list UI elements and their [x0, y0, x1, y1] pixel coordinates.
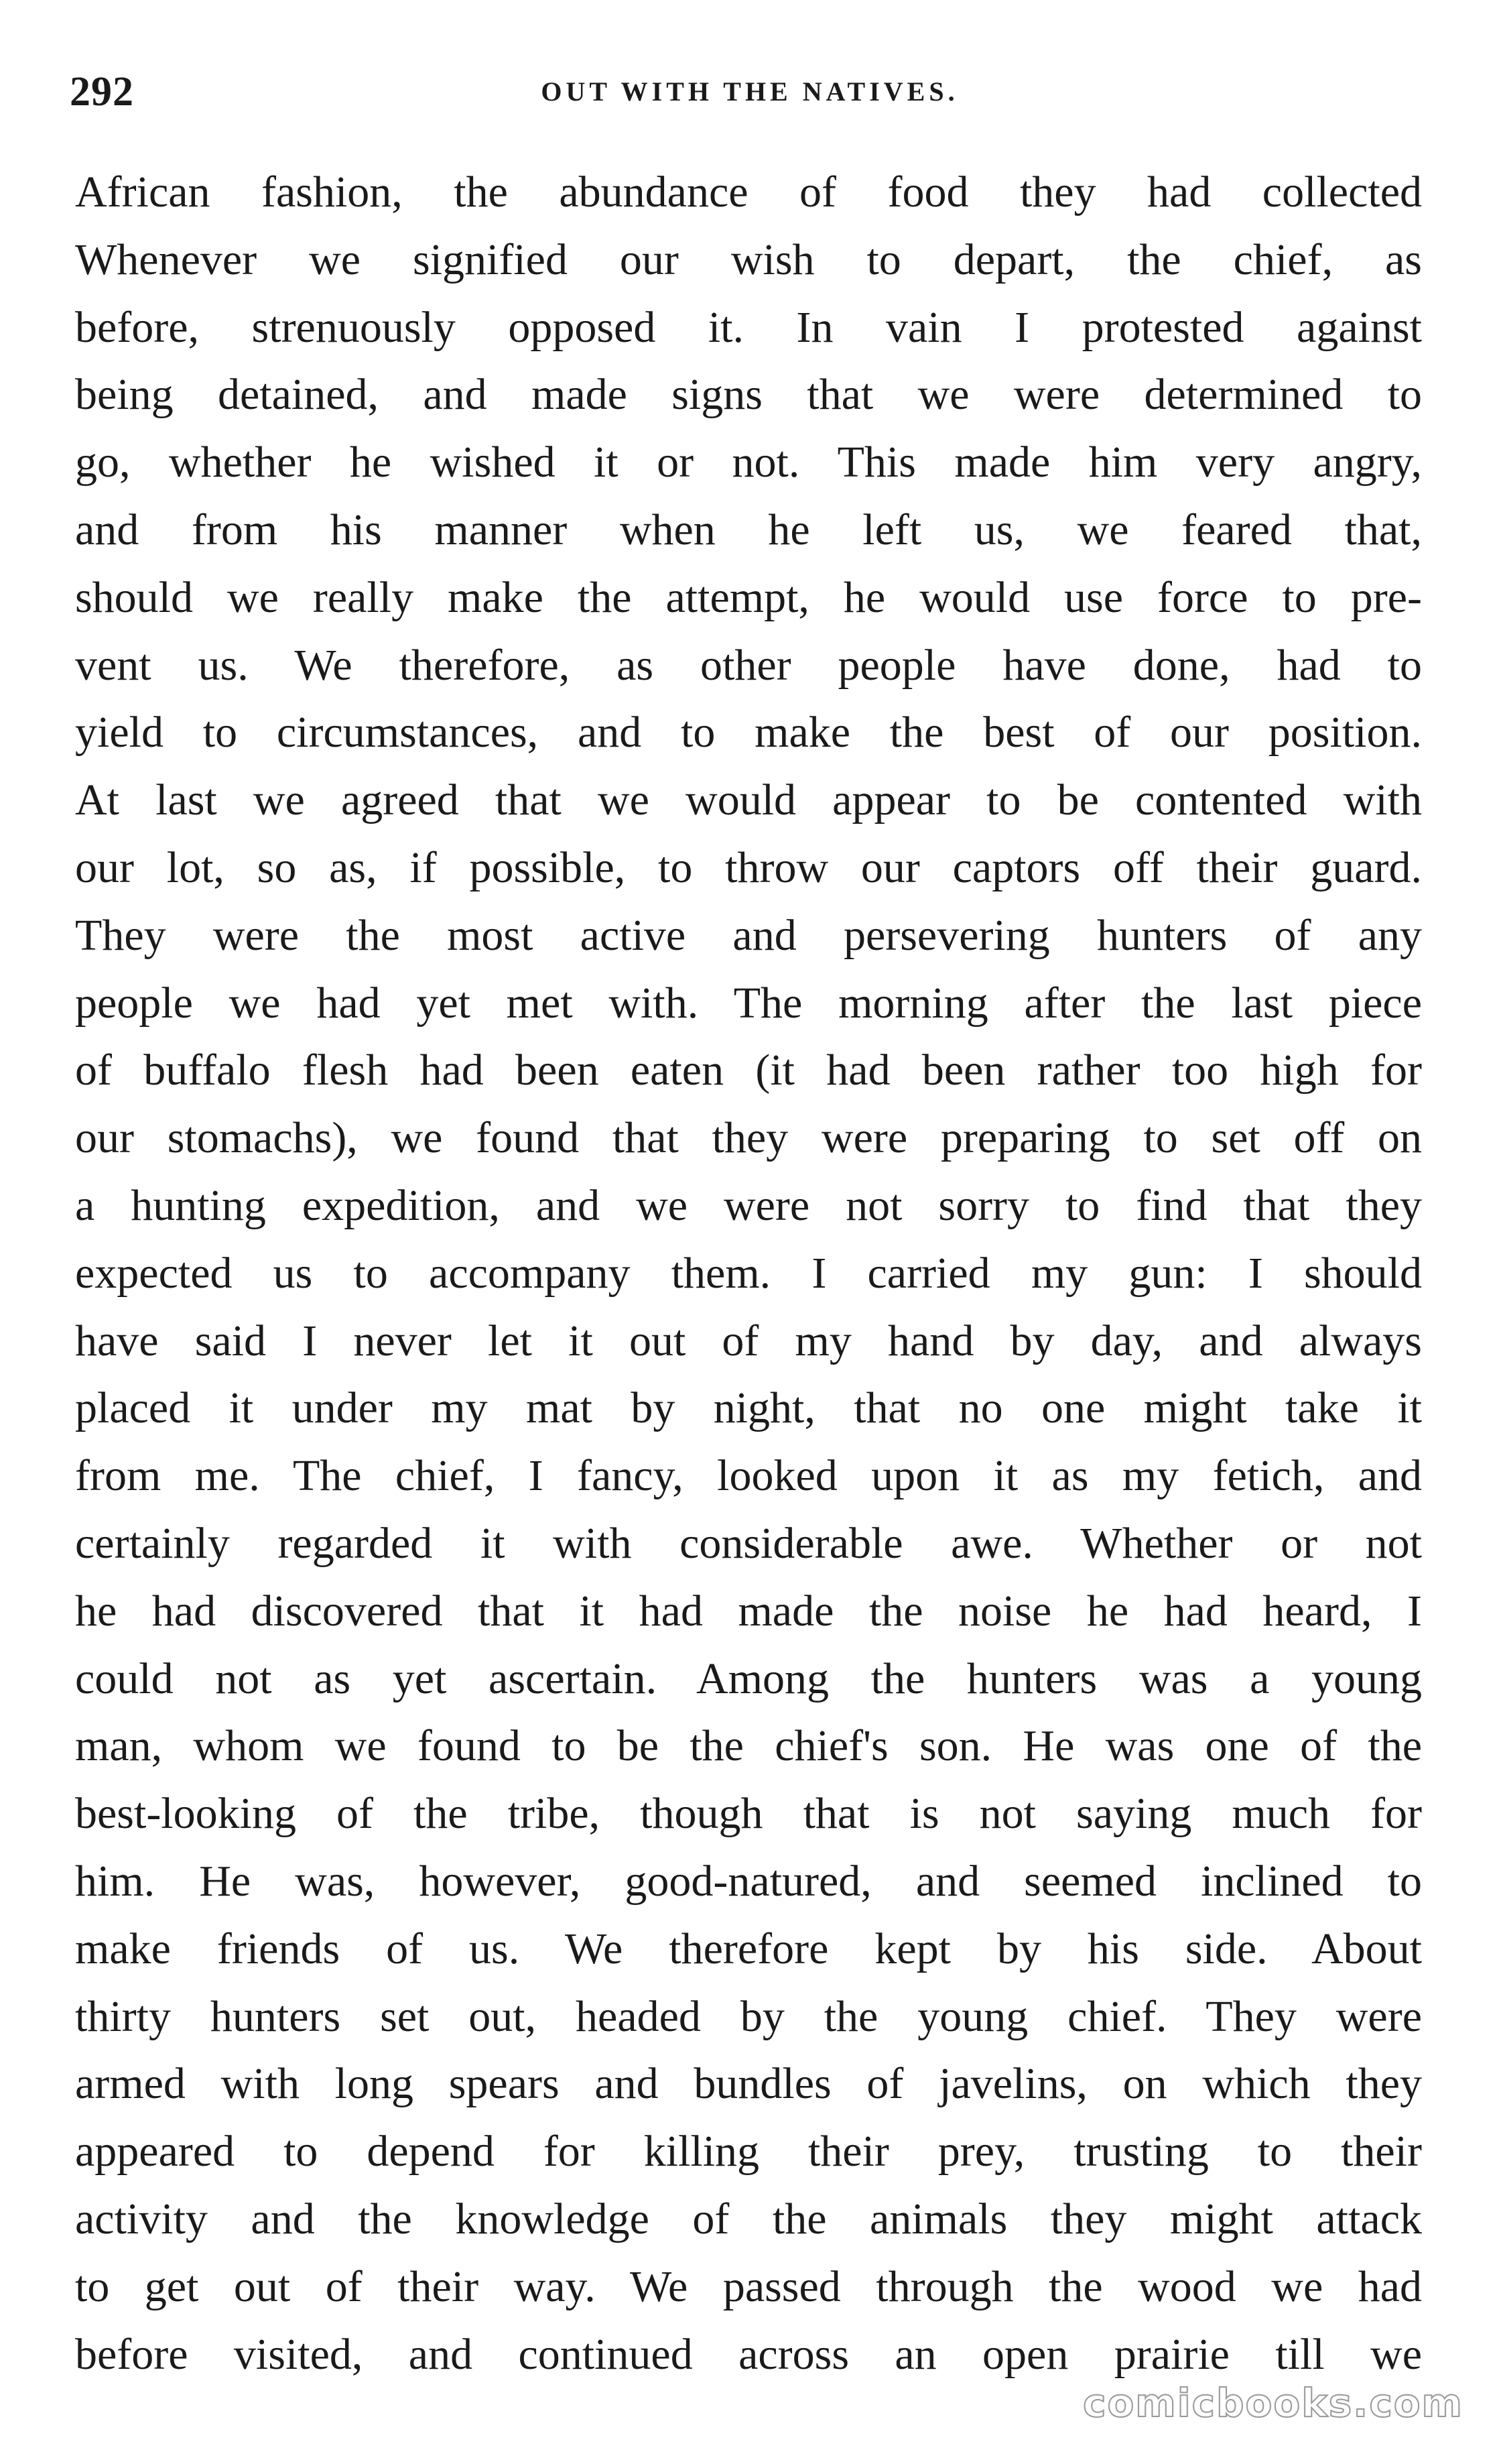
text-line: armed with long spears and bundles of javelins, on which they: [75, 2059, 1422, 2109]
text-line: Whenever we signified our wish to depart, the chief, as: [75, 235, 1422, 284]
text-line: from me. The chief, I fancy, looked upon it as my fetich, and: [75, 1451, 1422, 1501]
page-header: [70, 62, 1430, 122]
text-line: At last we agreed that we would appear to be contented with: [75, 776, 1422, 825]
text-line: man, whom we found to be the chief's son. He was one of the: [75, 1721, 1422, 1771]
text-line: he had discovered that it had made the noise he had heard, I: [75, 1586, 1422, 1636]
text-line: a hunting expedition, and we were not sorry to find that they: [75, 1180, 1422, 1230]
text-line: They were the most active and persevering hunters of any: [75, 910, 1422, 960]
text-line: people we had yet met with. The morning after the last piece: [75, 978, 1422, 1028]
text-line: go, whether he wished it or not. This made him very angry,: [75, 438, 1422, 487]
text-line: our stomachs), we found that they were preparing to set off on: [75, 1113, 1422, 1163]
text-line: have said I never let it out of my hand by day, and always: [75, 1316, 1422, 1365]
text-line: our lot, so as, if possible, to throw our captors off their guard.: [75, 843, 1422, 892]
text-line: to get out of their way. We passed through the wood we had: [75, 2262, 1422, 2311]
text-line: best-looking of the tribe, though that is not saying much for: [75, 1789, 1422, 1839]
text-line: appeared to depend for killing their prey, trusting to their: [75, 2127, 1422, 2176]
text-line: him. He was, however, good-natured, and seemed inclined to: [75, 1856, 1422, 1906]
text-line: and from his manner when he left us, we feared that,: [75, 505, 1422, 554]
text-line: expected us to accompany them. I carried my gun: I should: [75, 1248, 1422, 1298]
text-line: make friends of us. We therefore kept by his side. About: [75, 1924, 1422, 1973]
text-line: vent us. We therefore, as other people have done, had to: [75, 640, 1422, 690]
text-line: should we really make the attempt, he would use force to pre-: [75, 572, 1422, 622]
text-line: certainly regarded it with considerable awe. Whether or not: [75, 1518, 1422, 1568]
text-line: could not as yet ascertain. Among the hunters was a young: [75, 1654, 1422, 1703]
text-line: thirty hunters set out, headed by the young chief. They were: [75, 1991, 1422, 2041]
text-line: yield to circumstances, and to make the best of our position.: [75, 708, 1422, 757]
watermark: comicbooks.com: [1083, 2380, 1463, 2426]
text-line: placed it under my mat by night, that no one might take it: [75, 1383, 1422, 1433]
text-line: being detained, and made signs that we were determined to: [75, 370, 1422, 420]
text-line: of buffalo flesh had been eaten (it had been rather too high for: [75, 1046, 1422, 1095]
text-line: before, strenuously opposed it. In vain I protested against: [75, 302, 1422, 352]
page-number: 292: [70, 69, 134, 115]
running-title: OUT WITH THE NATIVES.: [541, 76, 959, 107]
text-line: activity and the knowledge of the animals they might attack: [75, 2194, 1422, 2243]
text-line: before visited, and continued across an open prairie till we: [75, 2329, 1422, 2379]
body-text: [75, 159, 1422, 2388]
text-line: African fashion, the abundance of food they had collected: [75, 168, 1422, 217]
